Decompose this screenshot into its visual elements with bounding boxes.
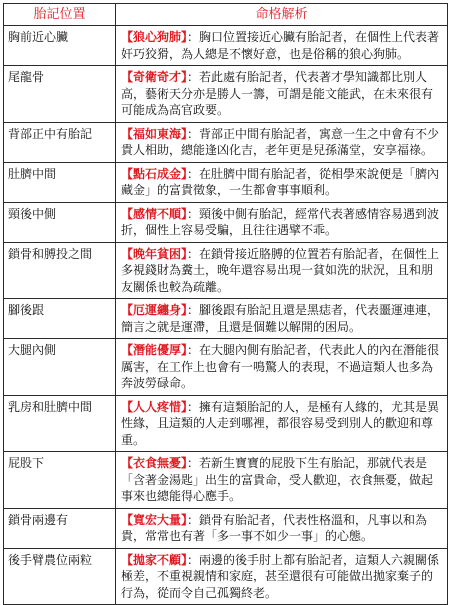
birthmark-position: 鎖骨兩邊有: [4, 508, 116, 548]
fate-description: ：若此處有胎記者，代表著才學知識都比別人高，藝術天分亦是勝人一籌，可謂是能文能武，在未來很有可能成為高官政要。: [121, 70, 434, 117]
fate-tag: 【衣食無憂】: [121, 456, 188, 470]
table-row: [4, 452, 448, 509]
fate-description: ：在肚臍中間有胎記者，從相學來說便是「臍內藏金」的富貴徵象，一生都會事事順利。: [121, 166, 440, 197]
table-row: [4, 395, 448, 452]
fate-tag: 【晚年貧困】: [121, 246, 188, 261]
fate-tag: 【奇衛奇才】: [121, 70, 188, 84]
fate-tag: 【潛能優厚】: [121, 343, 188, 357]
fate-description: ：腳後跟有胎記且還是黑痣者，代表噩運連連，簡言之就是運滯，且還是個難以解開的困局。: [121, 303, 440, 334]
fate-analysis: [116, 26, 448, 66]
fate-analysis: [116, 66, 448, 123]
table-body: [4, 26, 448, 605]
birthmark-position: 尾龍骨: [4, 66, 116, 123]
fate-tag: 【感情不順】: [121, 206, 188, 221]
birthmark-table-container: [3, 3, 447, 605]
fate-analysis: [116, 508, 448, 548]
table-row: [4, 66, 448, 123]
table-row: [4, 162, 448, 202]
fate-tag: 【福如東海】: [121, 126, 188, 141]
table-row: [4, 508, 448, 548]
header-analysis: 命格解析: [116, 4, 448, 26]
fate-description: ：鎖骨有胎記者，代表性格溫和，凡事以和為貴，常常也有著「多一事不如少一事」的心態。: [121, 512, 428, 543]
birthmark-position: 屁股下: [4, 452, 116, 509]
table-row: [4, 122, 448, 162]
table-row: [4, 242, 448, 299]
table-row: [4, 548, 448, 605]
fate-analysis: [116, 299, 448, 339]
table-row: [4, 26, 448, 66]
birthmark-position: 頸後中側: [4, 202, 116, 242]
birthmark-position: 背部正中有胎記: [4, 122, 116, 162]
fate-tag: 【寬宏大量】: [121, 512, 188, 527]
birthmark-position: 乳房和肚臍中間: [4, 395, 116, 452]
table-row: [4, 202, 448, 242]
fate-tag: 【點石成金】: [121, 166, 188, 181]
fate-tag: 【狼心狗肺】: [121, 30, 188, 44]
birthmark-position: 後手臂農位兩粒: [4, 548, 116, 605]
table-row: [4, 339, 448, 396]
birthmark-table: [3, 3, 448, 605]
birthmark-position: 腳後跟: [4, 299, 116, 339]
table-row: [4, 299, 448, 339]
fate-description: ：在鎖骨接近胳膊的位置若有胎記者，在個性上多視錢財為糞土，晚年還容易出現一貧如洗的狀況，且和朋友關係也較為疏離。: [121, 246, 440, 294]
fate-description: ：擁有這類胎記的人，是極有人緣的，尤其是異性緣，且這類的人走到哪裡，都很容易受到別人的歡迎和尊重。: [121, 399, 440, 447]
fate-analysis: [116, 395, 448, 452]
fate-tag: 【拋家不顧】: [121, 552, 188, 567]
birthmark-position: 鎖骨和膊投之間: [4, 242, 116, 299]
fate-tag: 【厄運纏身】: [121, 303, 188, 317]
fate-description: ：背部正中間有胎記者，寓意一生之中會有不少貴人相助，總能逢凶化吉，老年更是兒孫滿堂，安享福祿。: [121, 126, 440, 157]
fate-description: ：頸後中側有胎記，經常代表著感情容易遇到波折，個性上容易受騙，且往往遇擘不乖。: [121, 206, 440, 237]
birthmark-position: 肚臍中間: [4, 162, 116, 202]
fate-description: ：在大腿內側有胎記者，代表此人的內在潛能很厲害，在工作上也會有一鳴驚人的表現，不過這類人也多為奔波勞碌命。: [121, 343, 440, 390]
birthmark-position: 大腿內側: [4, 339, 116, 396]
fate-analysis: [116, 339, 448, 396]
fate-description: ：若新生寶寶的屁股下生有胎記，那就代表是「含著金湯匙」出生的富貴命，受人歡迎，衣食無憂，做起事來也總能得心應手。: [121, 456, 434, 503]
fate-tag: 【人人疼惜】: [121, 399, 188, 414]
table-header-row: [4, 4, 448, 26]
fate-description: ：兩邊的後手肘上都有胎記者，這類人六親關係極差，不重視親情和家庭，甚至還很有可能做出拋家棄子的行為，從而令自己孤獨終老。: [121, 552, 440, 600]
fate-analysis: [116, 162, 448, 202]
fate-analysis: [116, 202, 448, 242]
fate-analysis: [116, 242, 448, 299]
header-position: 胎記位置: [4, 4, 116, 26]
fate-analysis: [116, 548, 448, 605]
fate-description: ：胸口位置接近心臟有胎記者，在個性上代表著奸巧狡猾，為人總是不懷好意，也是俗稱的狼心狗肺。: [121, 30, 440, 61]
fate-analysis: [116, 122, 448, 162]
birthmark-position: 胸前近心臟: [4, 26, 116, 66]
fate-analysis: [116, 452, 448, 509]
